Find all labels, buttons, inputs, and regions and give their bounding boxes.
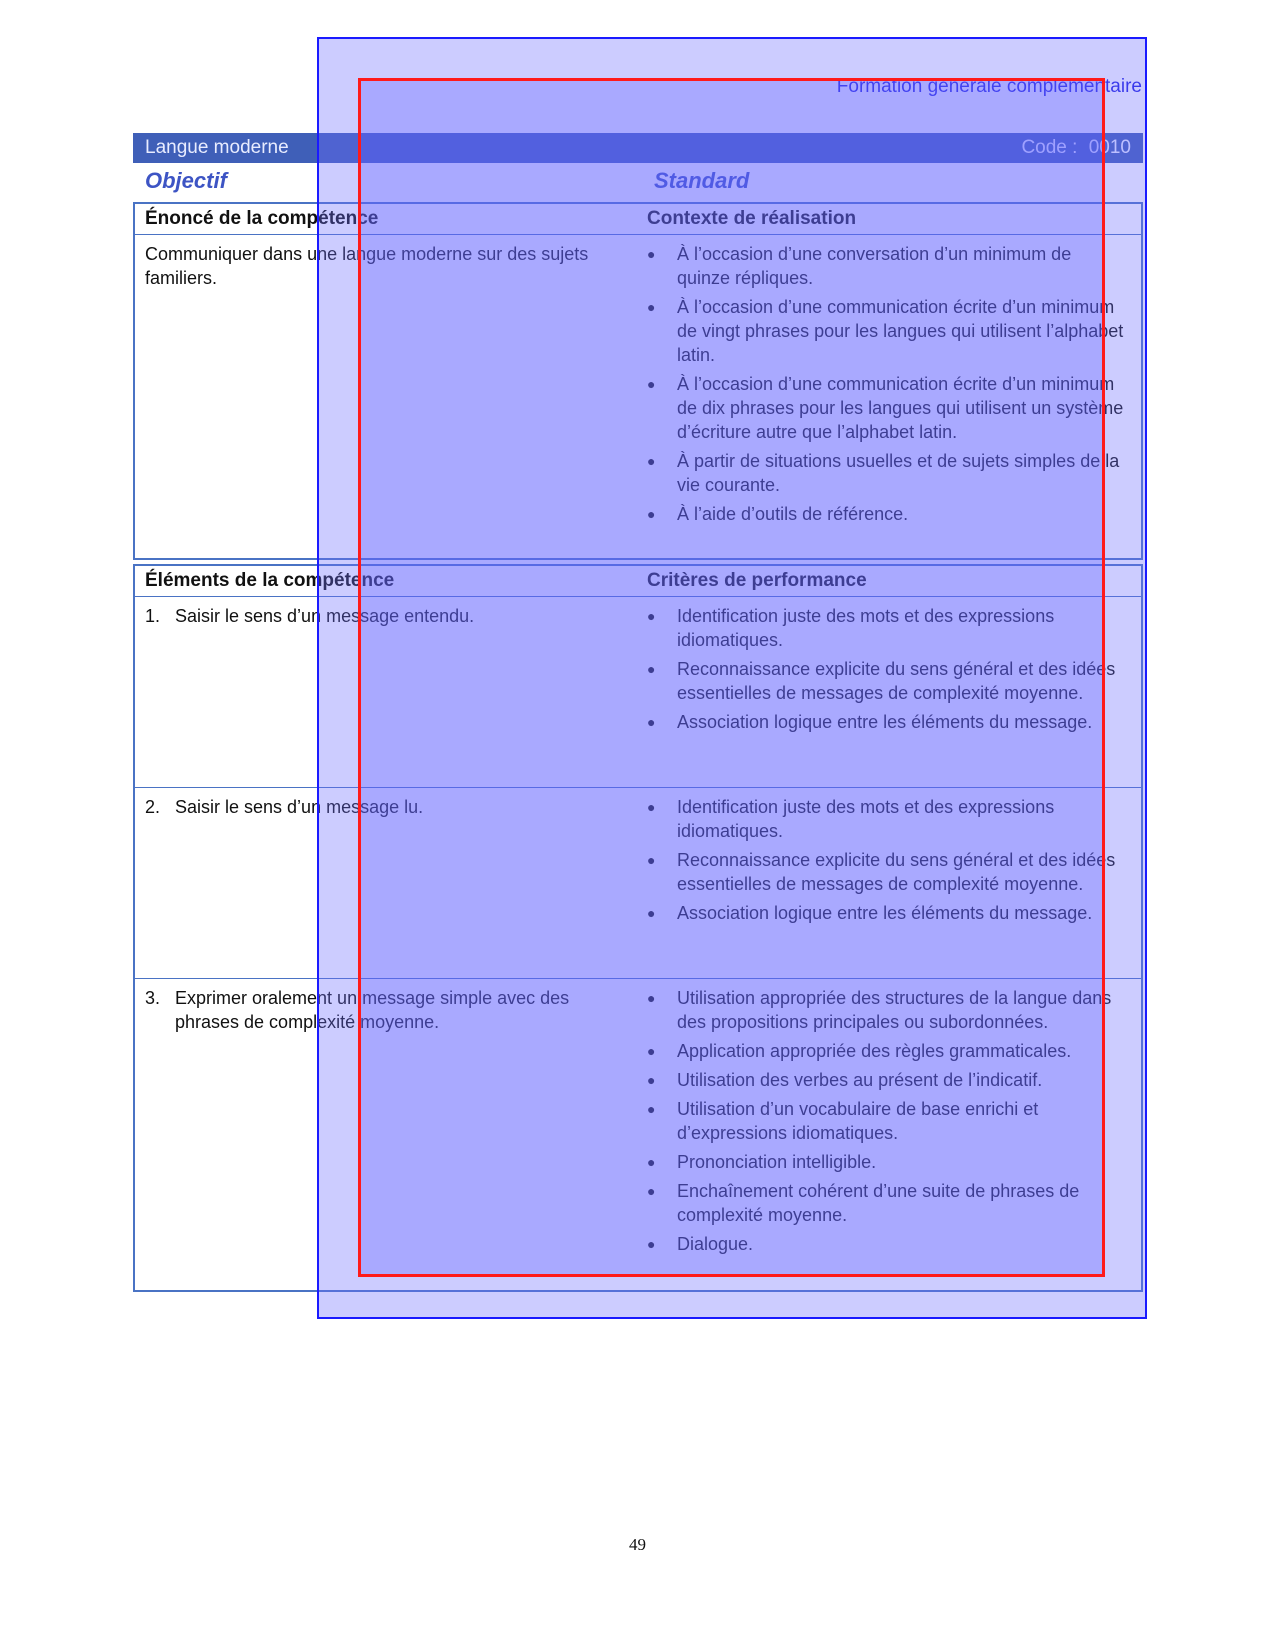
col-enonce-header: Énoncé de la compétence [145,208,379,229]
competence-statement-text: Communiquer dans une langue moderne sur des sujets familiers. [145,244,589,288]
criterion-item: ● Reconnaissance explicite du sens général et des idées essentielles de messages de complexité moyenne. [647,850,1116,894]
criterion-item: ● Enchaînement cohérent d’une suite de phrases de complexité moyenne. [647,1181,1080,1225]
bullet-icon: ● [647,1183,656,1199]
objectif-heading: Objectif [145,168,227,193]
bullet-icon: ● [647,1236,656,1252]
bullet-icon: ● [647,1101,656,1117]
bullet-icon: ● [647,990,656,1006]
section-headings [145,168,1145,196]
course-code [1021,137,1131,159]
element-description: Saisir le sens d’un message entendu. [175,606,475,626]
criterion-item: ● Association logique entre les éléments du message. [647,903,1093,923]
criteria-list [647,604,1127,739]
running-title: Formation générale complémentaire [836,76,1142,97]
bullet-icon: ● [647,1043,656,1059]
competence-table-header [135,204,1141,235]
bullet-icon: ● [647,661,656,677]
col-contexte-header: Contexte de réalisation [647,208,857,229]
course-name: Langue moderne [145,137,289,158]
bullet-icon: ● [647,905,656,921]
criteria-list [647,795,1127,930]
context-item: ● À partir de situations usuelles et de sujets simples de la vie courante. [647,451,1120,495]
bullet-icon: ● [647,246,656,262]
element-description: Saisir le sens d’un message lu. [175,797,424,817]
context-item: ● À l’occasion d’une conversation d’un minimum de quinze répliques. [647,244,1072,288]
element-row-2 [135,788,1141,979]
element-text [145,986,605,1034]
context-item: ● À l’occasion d’une communication écrite d’un minimum de dix phrases pour les langues qui utilisent un système d’écriture autre que l’alphabet latin. [647,374,1124,442]
elements-table [133,564,1143,1292]
code-label: Code : [1021,137,1078,158]
bullet-icon: ● [647,799,656,815]
col-elements-header: Éléments de la compétence [145,570,395,591]
criterion-item: ● Association logique entre les éléments du message. [647,712,1093,732]
criterion-item: ● Identification juste des mots et des expressions idiomatiques. [647,797,1055,841]
competence-row [135,235,1141,555]
element-number: 3. [145,988,161,1008]
course-code-bar [133,133,1143,163]
element-description: Exprimer oralement un message simple avec des phrases de complexité moyenne. [175,988,570,1032]
bullet-icon: ● [647,453,656,469]
context-list [647,242,1127,531]
criterion-item: ● Application appropriée des règles grammaticales. [647,1041,1072,1061]
criterion-item: ● Prononciation intelligible. [647,1152,877,1172]
bullet-icon: ● [647,299,656,315]
criterion-item: ● Reconnaissance explicite du sens général et des idées essentielles de messages de complexité moyenne. [647,659,1116,703]
element-number: 2. [145,797,161,817]
criterion-item: ● Utilisation appropriée des structures de la langue dans des propositions principales ou subordonnées. [647,988,1112,1032]
criterion-item: ● Utilisation des verbes au présent de l’indicatif. [647,1070,1043,1090]
criteria-list [647,986,1127,1261]
element-row-1 [135,597,1141,788]
competence-statement [145,242,605,290]
element-row-3 [135,979,1141,1289]
bullet-icon: ● [647,1072,656,1088]
elements-table-header [135,566,1141,597]
element-number: 1. [145,606,161,626]
context-item: ● À l’aide d’outils de référence. [647,504,909,524]
context-item: ● À l’occasion d’une communication écrite d’un minimum de vingt phrases pour les langues qui utilisent l’alphabet latin. [647,297,1124,365]
bullet-icon: ● [647,376,656,392]
bullet-icon: ● [647,714,656,730]
bullet-icon: ● [647,506,656,522]
criterion-item: ● Utilisation d’un vocabulaire de base enrichi et d’expressions idiomatiques. [647,1099,1039,1143]
col-criteres-header: Critères de performance [647,570,867,591]
bullet-icon: ● [647,1154,656,1170]
element-text [145,604,605,628]
criterion-item: ● Identification juste des mots et des expressions idiomatiques. [647,606,1055,650]
standard-heading: Standard [654,168,750,193]
element-text [145,795,605,819]
criterion-item: ● Dialogue. [647,1234,754,1254]
competence-table [133,202,1143,560]
page-number: 49 [629,1535,646,1554]
bullet-icon: ● [647,852,656,868]
bullet-icon: ● [647,608,656,624]
code-value: 0010 [1088,137,1131,158]
